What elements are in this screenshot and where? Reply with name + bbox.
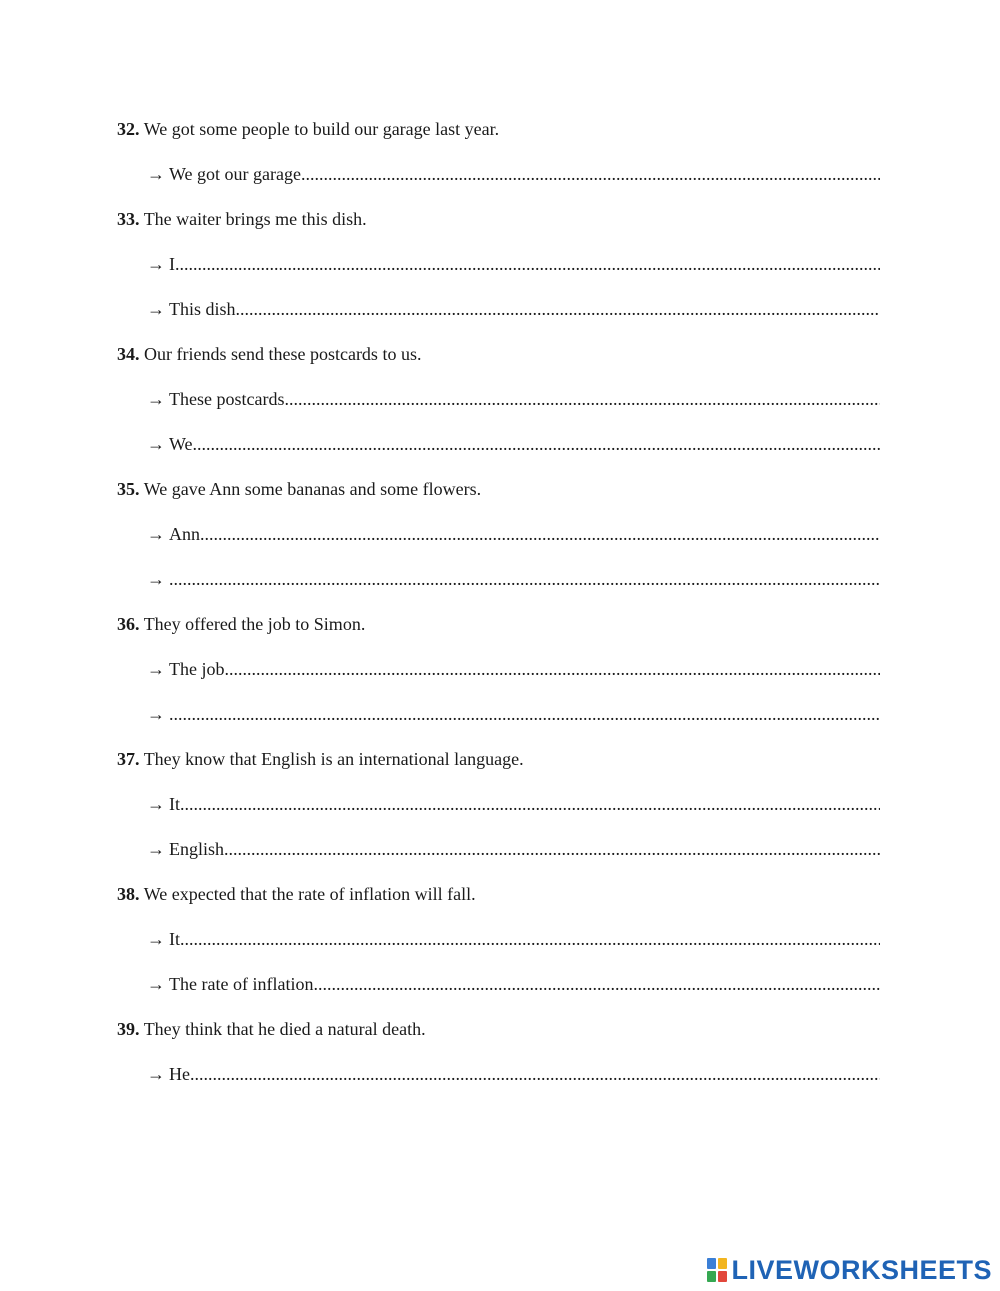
question-number: 32. xyxy=(117,119,140,139)
answer-line-33-2[interactable] xyxy=(0,294,880,324)
question-number: 34. xyxy=(117,344,140,364)
answer-line-38-2[interactable] xyxy=(0,969,880,999)
arrow-icon: → xyxy=(147,659,165,679)
answer-blank[interactable] xyxy=(175,249,880,279)
answer-prefix: English xyxy=(169,839,225,859)
answer-prefix: This dish xyxy=(169,299,236,319)
answer-blank[interactable] xyxy=(224,834,880,864)
answer-blank[interactable] xyxy=(180,924,880,954)
question-number: 33. xyxy=(117,209,140,229)
arrow-icon: → xyxy=(147,569,165,589)
arrow-icon: → xyxy=(147,524,165,544)
liveworksheets-blocks-icon xyxy=(706,1257,728,1283)
liveworksheets-logo xyxy=(706,1254,992,1286)
question-number: 36. xyxy=(117,614,140,634)
answer-prefix: It xyxy=(169,794,180,814)
arrow-icon: → xyxy=(147,929,165,949)
arrow-icon: → xyxy=(147,299,165,319)
answer-line-35-1[interactable] xyxy=(0,519,880,549)
arrow-icon: → xyxy=(147,839,165,859)
answer-prefix: I xyxy=(169,254,175,274)
question-sentence: We expected that the rate of inflation will fall. xyxy=(143,884,476,904)
answer-blank[interactable] xyxy=(193,429,880,459)
answer-blank[interactable] xyxy=(313,969,880,999)
answer-line-37-1[interactable] xyxy=(0,789,880,819)
answer-prefix: He xyxy=(169,1064,190,1084)
arrow-icon: → xyxy=(147,434,165,454)
question-33 xyxy=(0,204,1000,234)
question-sentence: They know that English is an international language. xyxy=(143,749,524,769)
answer-blank[interactable] xyxy=(169,564,880,594)
arrow-icon: → xyxy=(147,254,165,274)
question-sentence: They offered the job to Simon. xyxy=(143,614,366,634)
answer-blank[interactable] xyxy=(284,384,880,414)
arrow-icon: → xyxy=(147,389,165,409)
answer-line-35-2[interactable] xyxy=(0,564,880,594)
answer-line-36-1[interactable] xyxy=(0,654,880,684)
question-38 xyxy=(0,879,1000,909)
question-sentence: They think that he died a natural death. xyxy=(143,1019,426,1039)
answer-prefix: It xyxy=(169,929,180,949)
answer-prefix: The rate of inflation xyxy=(169,974,314,994)
question-34 xyxy=(0,339,1000,369)
answer-line-34-2[interactable] xyxy=(0,429,880,459)
answer-prefix: We xyxy=(169,434,193,454)
question-39 xyxy=(0,1014,1000,1044)
question-number: 37. xyxy=(117,749,140,769)
answer-blank[interactable] xyxy=(169,699,880,729)
arrow-icon: → xyxy=(147,974,165,994)
answer-line-38-1[interactable] xyxy=(0,924,880,954)
answer-blank[interactable] xyxy=(190,1059,880,1089)
question-sentence: We got some people to build our garage last year. xyxy=(143,119,500,139)
arrow-icon: → xyxy=(147,704,165,724)
question-number: 39. xyxy=(117,1019,140,1039)
answer-line-32-1[interactable] xyxy=(0,159,880,189)
answer-blank[interactable] xyxy=(301,159,880,189)
arrow-icon: → xyxy=(147,1064,165,1084)
answer-prefix: Ann xyxy=(169,524,200,544)
answer-blank[interactable] xyxy=(180,789,880,819)
question-sentence: We gave Ann some bananas and some flowers. xyxy=(143,479,482,499)
question-35 xyxy=(0,474,1000,504)
answer-prefix: These postcards xyxy=(169,389,285,409)
answer-line-39-1[interactable] xyxy=(0,1059,880,1089)
answer-blank[interactable] xyxy=(200,519,880,549)
answer-blank[interactable] xyxy=(236,294,880,324)
answer-line-36-2[interactable] xyxy=(0,699,880,729)
question-32 xyxy=(0,114,1000,144)
question-sentence: The waiter brings me this dish. xyxy=(143,209,367,229)
question-36 xyxy=(0,609,1000,639)
question-number: 38. xyxy=(117,884,140,904)
answer-blank[interactable] xyxy=(225,654,881,684)
answer-line-33-1[interactable] xyxy=(0,249,880,279)
logo-text: LIVEWORKSHEETS xyxy=(731,1254,992,1285)
question-number: 35. xyxy=(117,479,140,499)
answer-prefix: We got our garage xyxy=(169,164,301,184)
answer-prefix: The job xyxy=(169,659,225,679)
question-37 xyxy=(0,744,1000,774)
arrow-icon: → xyxy=(147,794,165,814)
question-sentence: Our friends send these postcards to us. xyxy=(144,344,422,364)
arrow-icon: → xyxy=(147,164,165,184)
answer-line-34-1[interactable] xyxy=(0,384,880,414)
answer-line-37-2[interactable] xyxy=(0,834,880,864)
